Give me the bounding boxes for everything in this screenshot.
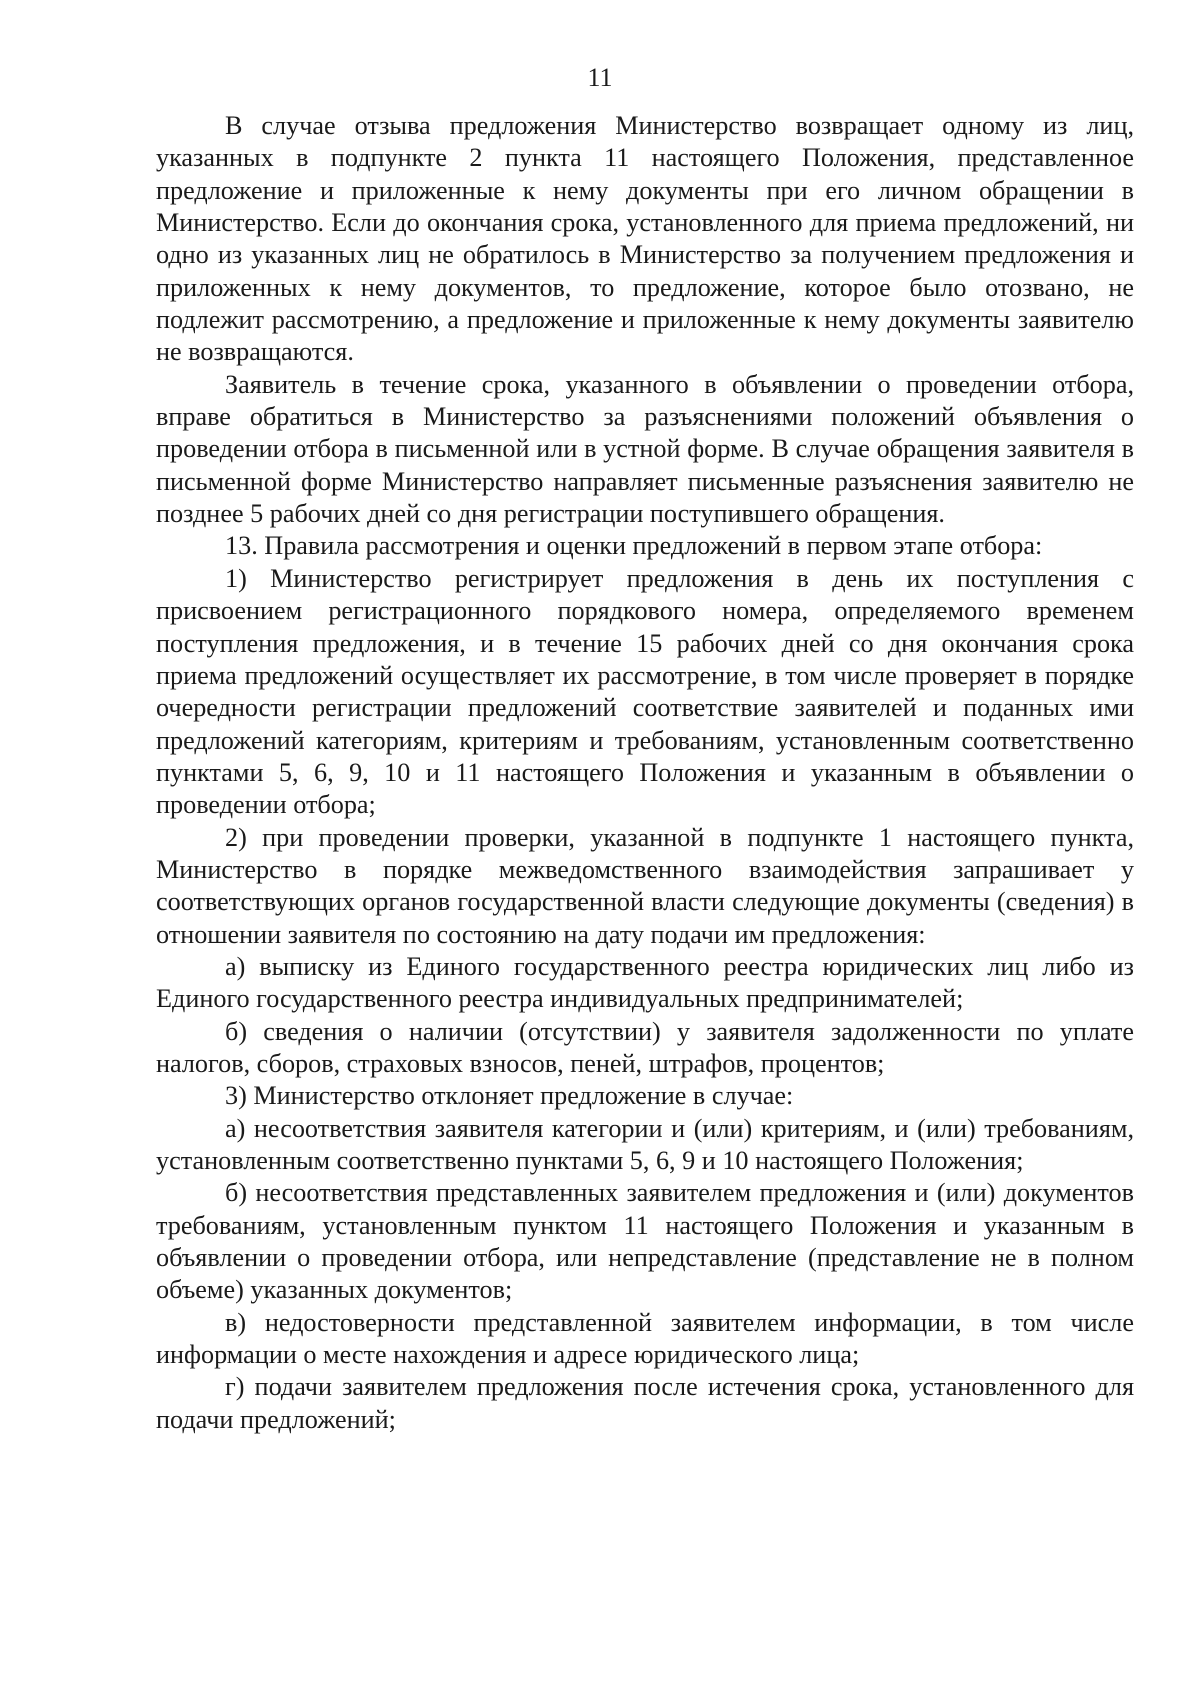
paragraph-item-1: 1) Министерство регистрирует предложения в день их поступления с присвоением регистрационного порядкового номера, определяемого временем поступления предложения, и в течение 15 рабочих дней со дня окончания срока приема предложений осуществляет их рассмотрение, в том числе проверяет в порядке очередности регистрации предложений соответствие заявителей и поданных ими предложений категориям, критериям и требованиям, установленным соответственно пунктами 5, 6, 9, 10 и 11 настоящего Положения и указанным в объявлении о проведении отбора; xyxy=(156,563,1134,820)
page-number: 11 xyxy=(587,63,613,92)
paragraph-item-2: 2) при проведении проверки, указанной в подпункте 1 настоящего пункта, Министерство в порядке межведомственного взаимодействия запрашивает у соответствующих органов государственной власти следующие документы (сведения) в отношении заявителя по состоянию на дату подачи им предложения: xyxy=(156,822,1134,949)
paragraph-item-3b: б) несоответствия представленных заявителем предложения и (или) документов требованиям, установленным пунктом 11 настоящего Положения и указанным в объявлении о проведении отбора, или непредставление (представление не в полном объеме) указанных документов; xyxy=(156,1178,1134,1305)
paragraph-item-3a: а) несоответствия заявителя категории и (или) критериям, и (или) требованиям, установленным соответственно пунктами 5, 6, 9 и 10 настоящего Положения; xyxy=(156,1113,1134,1175)
paragraph-section-13-heading: 13. Правила рассмотрения и оценки предложений в первом этапе отбора: xyxy=(225,531,1043,561)
paragraph-item-2b: б) сведения о наличии (отсутствии) у заявителя задолженности по уплате налогов, сборов, страховых взносов, пеней, штрафов, процентов; xyxy=(156,1016,1134,1078)
paragraph-item-3g: г) подачи заявителем предложения после истечения срока, установленного для подачи предложений; xyxy=(156,1372,1134,1434)
paragraph-item-2a: а) выписку из Единого государственного реестра юридических лиц либо из Единого государственного реестра индивидуальных предпринимателей; xyxy=(156,951,1134,1014)
paragraph-item-3: 3) Министерство отклоняет предложение в случае: xyxy=(225,1081,794,1111)
paragraph-withdrawal: В случае отзыва предложения Министерство возвращает одному из лиц, указанных в подпункте 2 пункта 11 настоящего Положения, представленное предложение и приложенные к нему документы при его личном обращении в Министерство. Если до окончания срока, установленного для приема предложений, ни одно из указанных лиц не обратилось в Министерство за получением предложения и приложенных к нему документов, то предложение, которое было отозвано, не подлежит рассмотрению, а предложение и приложенные к нему документы заявителю не возвращаются. xyxy=(156,111,1134,367)
document-body xyxy=(156,110,1134,1436)
paragraph-clarification: Заявитель в течение срока, указанного в объявлении о проведении отбора, вправе обратиться в Министерство за разъяснениями положений объявления о проведении отбора в письменной или в устной форме. В случае обращения заявителя в письменной форме Министерство направляет письменные разъяснения заявителю не позднее 5 рабочих дней со дня регистрации поступившего обращения. xyxy=(156,369,1134,529)
paragraph-item-3v: в) недостоверности представленной заявителем информации, в том числе информации о месте нахождения и адресе юридического лица; xyxy=(156,1307,1134,1370)
